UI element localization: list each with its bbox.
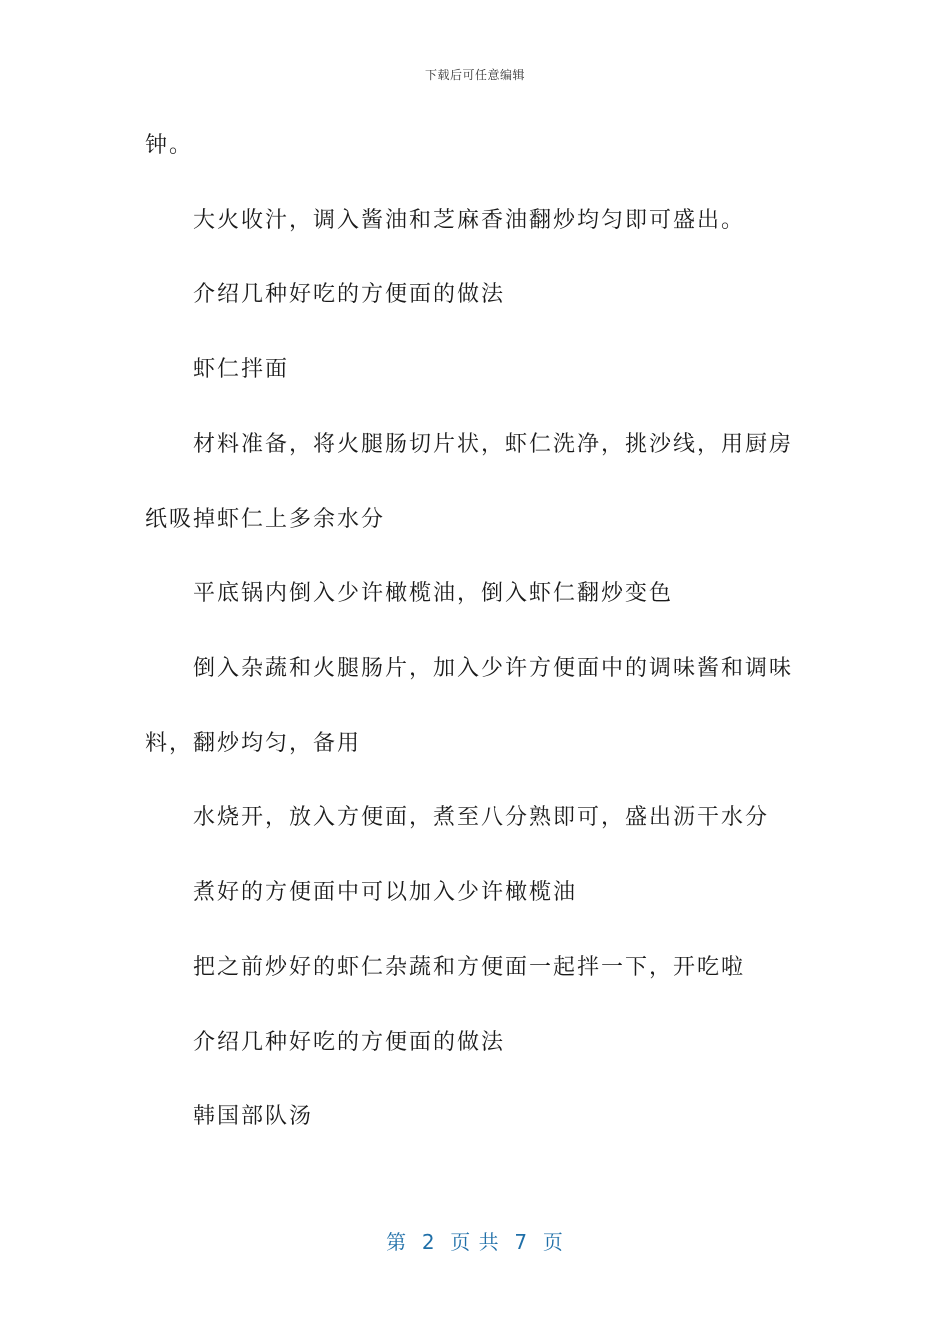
text-line: 韩国部队汤 <box>193 1104 314 1129</box>
text-line: 虾仁拌面 <box>193 357 290 382</box>
text-line: 平底锅内倒入少许橄榄油，倒入虾仁翻炒变色 <box>193 581 674 606</box>
header-note: 下载后可任意编辑 <box>424 68 525 82</box>
text-line: 煮好的方便面中可以加入少许橄榄油 <box>193 880 578 905</box>
text-line: 纸吸掉虾仁上多余水分 <box>145 507 386 532</box>
text-line: 介绍几种好吃的方便面的做法 <box>193 1030 506 1055</box>
text-line: 倒入杂蔬和火腿肠片，加入少许方便面中的调味酱和调味 <box>193 656 794 681</box>
text-line: 料，翻炒均匀，备用 <box>145 731 362 756</box>
text-line: 把之前炒好的虾仁杂蔬和方便面一起拌一下，开吃啦 <box>193 955 746 980</box>
text-line: 材料准备，将火腿肠切片状，虾仁洗净，挑沙线，用厨房 <box>193 432 794 457</box>
page-number: 第 2 页 共 7 页 <box>386 1230 564 1254</box>
text-line: 钟。 <box>145 133 194 158</box>
text-line: 水烧开，放入方便面，煮至八分熟即可，盛出沥干水分 <box>193 805 770 830</box>
text-line: 介绍几种好吃的方便面的做法 <box>193 282 506 307</box>
text-line: 大火收汁，调入酱油和芝麻香油翻炒均匀即可盛出。 <box>193 208 746 233</box>
